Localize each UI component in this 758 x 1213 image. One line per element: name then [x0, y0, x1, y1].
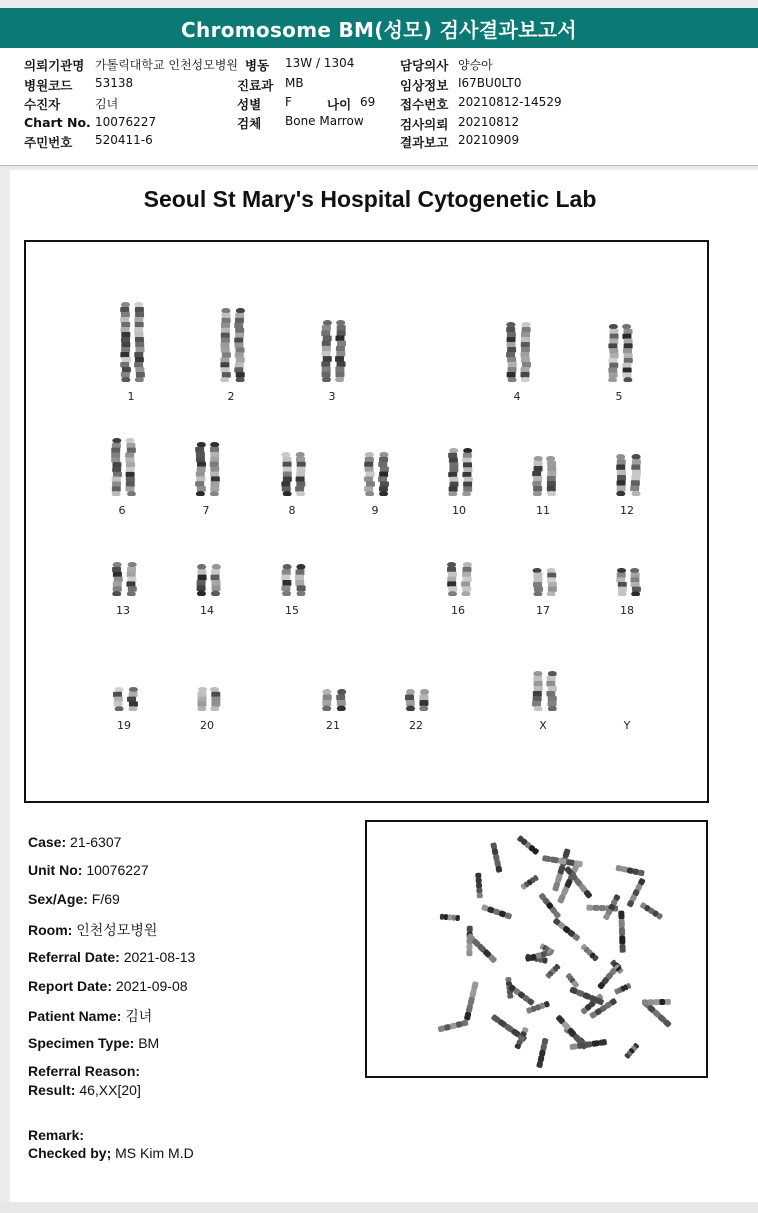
chromosome-pair-8 — [275, 452, 309, 496]
detail-label: Checked by; — [28, 1145, 112, 1161]
detail-value: 46,XX[20] — [75, 1082, 141, 1098]
chromosome-pair-11 — [526, 456, 560, 496]
detail-label: Patient Name: — [28, 1008, 122, 1024]
chromosome-label-7: 7 — [202, 504, 210, 517]
detail-label: Sex/Age: — [28, 891, 88, 907]
chromosome-pair-7 — [189, 442, 223, 496]
info-label-receipt-no: 접수번호 — [400, 97, 449, 112]
chromosome-pair-14 — [190, 564, 224, 596]
chromosome-label-Y: Y — [623, 719, 631, 732]
detail-row-8 — [28, 1063, 140, 1079]
chromosome-label-9: 9 — [371, 504, 379, 517]
lab-title: Seoul St Mary's Hospital Cytogenetic Lab — [143, 186, 597, 212]
detail-row-2 — [28, 891, 120, 907]
chromosome-pair-22 — [399, 689, 433, 711]
chromosome-label-20: 20 — [200, 719, 214, 732]
detail-label: Specimen Type: — [28, 1035, 135, 1051]
detail-label: Remark: — [28, 1127, 85, 1143]
detail-label: Unit No: — [28, 862, 83, 878]
info-value-receipt-no: 20210812-14529 — [458, 95, 562, 109]
info-value-report-date: 20210909 — [458, 133, 520, 147]
chromosome-label-4: 4 — [513, 390, 521, 403]
detail-row-6 — [28, 1006, 152, 1026]
chromosome-pair-X — [526, 671, 560, 711]
chromosome-pair-1 — [114, 302, 148, 382]
chromosome-pair-12 — [610, 454, 644, 496]
chromosome-pair-9 — [358, 452, 392, 496]
detail-label: Case: — [28, 834, 67, 850]
info-value-department: MB — [285, 76, 304, 90]
chromosome-pair-17 — [526, 568, 560, 596]
chromosome-label-X: X — [539, 719, 547, 732]
info-label-patient: 수진자 — [24, 97, 61, 112]
detail-label: Report Date: — [28, 978, 113, 994]
chromosome-pair-16 — [441, 562, 475, 596]
metaphase-spread-graphic — [367, 822, 706, 1076]
chromosome-label-16: 16 — [451, 604, 465, 617]
detail-value: F/69 — [87, 891, 120, 907]
chromosome-label-22: 22 — [409, 719, 423, 732]
chromosome-pair-10 — [442, 448, 476, 496]
detail-value: 21-6307 — [66, 834, 122, 850]
info-label-resident-no: 주민번호 — [24, 135, 73, 150]
info-label-department: 진료과 — [237, 78, 274, 93]
info-value-request-date: 20210812 — [458, 115, 520, 129]
chromosome-label-14: 14 — [200, 604, 214, 617]
detail-row-9 — [28, 1082, 141, 1098]
detail-row-10 — [28, 1127, 84, 1143]
info-label-doctor: 담당의사 — [400, 58, 449, 73]
detail-row-7 — [28, 1035, 159, 1051]
chromosome-pair-13 — [106, 562, 140, 596]
info-value-institution: 가톨릭대학교 인천성모병원 — [95, 58, 238, 72]
chromosome-pair-18 — [610, 568, 644, 596]
info-value-specimen: Bone Marrow — [285, 114, 364, 128]
info-label-hospital-code: 병원코드 — [24, 78, 73, 93]
chromosome-pair-21 — [316, 689, 350, 711]
karyotype-image — [24, 240, 709, 803]
chromosome-label-6: 6 — [118, 504, 126, 517]
detail-row-0 — [28, 834, 121, 850]
chromosome-pair-3 — [315, 320, 349, 382]
info-label-request-date: 검사의뢰 — [400, 117, 449, 132]
chromosome-label-11: 11 — [536, 504, 550, 517]
info-value-patient: 김녀 — [95, 97, 119, 111]
chromosome-label-2: 2 — [227, 390, 235, 403]
report-page — [10, 170, 758, 1202]
chromosome-label-18: 18 — [620, 604, 634, 617]
info-label-clinical-info: 임상정보 — [400, 78, 449, 93]
chromosome-pair-2 — [214, 308, 248, 382]
detail-value: 2021-09-08 — [112, 978, 188, 994]
chromosome-pair-20 — [190, 687, 224, 711]
detail-row-11 — [28, 1145, 194, 1161]
chromosome-pair-4 — [500, 322, 534, 382]
detail-label: Referral Date: — [28, 949, 120, 965]
info-label-ward: 병동 — [245, 58, 270, 73]
detail-row-3 — [28, 920, 157, 940]
chromosome-label-12: 12 — [620, 504, 634, 517]
chromosome-pair-15 — [275, 564, 309, 596]
detail-row-5 — [28, 978, 188, 994]
info-label-chart-no: Chart No. — [24, 115, 91, 130]
info-value-doctor: 양승아 — [458, 58, 493, 72]
chromosome-label-15: 15 — [285, 604, 299, 617]
info-label-specimen: 검체 — [237, 116, 262, 131]
chromosome-pair-6 — [105, 438, 139, 496]
bottom-strip — [0, 1202, 758, 1213]
chromosome-label-13: 13 — [116, 604, 130, 617]
chromosome-label-21: 21 — [326, 719, 340, 732]
detail-label: Room: — [28, 922, 73, 938]
detail-value: 2021-08-13 — [119, 949, 196, 965]
detail-value: 김녀 — [121, 1008, 153, 1024]
info-value-chart-no: 10076227 — [95, 115, 157, 129]
info-value-resident-no: 520411-6 — [95, 133, 153, 147]
info-label-age: 나이 — [327, 97, 352, 112]
chromosome-label-1: 1 — [127, 390, 135, 403]
detail-label: Referral Reason: — [28, 1063, 141, 1079]
chromosome-label-3: 3 — [328, 390, 336, 403]
info-value-clinical-info: I67BU0LT0 — [458, 76, 522, 90]
info-value-ward: 13W / 1304 — [285, 56, 355, 70]
chromosome-label-5: 5 — [615, 390, 623, 403]
detail-label: Result: — [28, 1082, 76, 1098]
chromosome-pair-5 — [602, 324, 636, 382]
report-title: Chromosome BM(성모) 검사결과보고서 — [181, 17, 577, 42]
info-value-sex: F — [285, 95, 292, 109]
detail-row-4 — [28, 949, 195, 965]
detail-value: 10076227 — [82, 862, 149, 878]
detail-row-1 — [28, 862, 149, 878]
detail-value: MS Kim M.D — [111, 1145, 194, 1161]
patient-info-panel — [0, 48, 758, 166]
chromosome-label-8: 8 — [288, 504, 296, 517]
chromosome-pair-19 — [107, 687, 141, 711]
info-value-age: 69 — [360, 95, 376, 109]
chromosome-label-17: 17 — [536, 604, 550, 617]
info-label-institution: 의뢰기관명 — [24, 58, 85, 73]
report-title-bar — [0, 8, 758, 48]
info-value-hospital-code: 53138 — [95, 76, 134, 90]
info-label-report-date: 결과보고 — [400, 135, 449, 150]
detail-value: BM — [134, 1035, 160, 1051]
metaphase-image — [365, 820, 708, 1078]
chromosome-label-10: 10 — [452, 504, 466, 517]
chromosome-label-19: 19 — [117, 719, 131, 732]
detail-value: 인천성모병원 — [72, 922, 158, 938]
info-label-sex: 성별 — [237, 97, 262, 112]
